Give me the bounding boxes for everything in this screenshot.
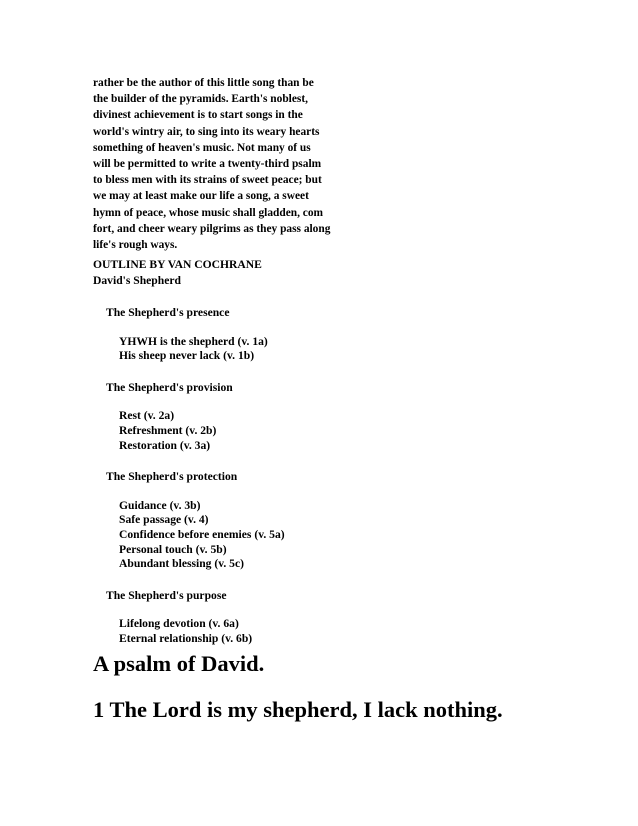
- section-items: [93, 617, 413, 646]
- commentary-paragraph: [93, 75, 393, 253]
- sermon-outline: [93, 257, 413, 647]
- outline-item: Personal touch (v. 5b): [119, 542, 227, 556]
- outline-item: Confidence before enemies (v. 5a): [119, 527, 285, 541]
- paragraph-line: divinest achievement is to start songs in the: [93, 109, 303, 122]
- outline-item: Rest (v. 2a): [119, 409, 175, 423]
- outline-heading: OUTLINE BY VAN COCHRANE: [93, 258, 262, 271]
- section-title: The Shepherd's provision: [106, 381, 233, 395]
- paragraph-line: rather be the author of this little song than be: [93, 77, 314, 89]
- section-title: The Shepherd's purpose: [106, 589, 227, 603]
- paragraph-line: we may at least make our life a song, a sweet: [93, 190, 309, 203]
- outline-item: His sheep never lack (v. 1b): [119, 349, 255, 363]
- psalm-heading: A psalm of David.: [93, 651, 265, 676]
- outline-item: Eternal relationship (v. 6b): [119, 631, 253, 645]
- paragraph-line: to bless men with its strains of sweet peace; but: [93, 174, 322, 187]
- outline-item: Abundant blessing (v. 5c): [119, 557, 244, 571]
- paragraph-line: the builder of the pyramids. Earth's noblest,: [93, 93, 308, 106]
- outline-section-purpose: [93, 588, 413, 647]
- section-items: [93, 499, 413, 573]
- outline-item: Safe passage (v. 4): [119, 513, 209, 527]
- paragraph-line: hymn of peace, whose music shall gladden, com: [93, 206, 324, 219]
- paragraph-line: something of heaven's music. Not many of us: [93, 141, 311, 154]
- outline-section-protection: [93, 469, 413, 572]
- paragraph-line: will be permitted to write a twenty-third psalm: [93, 158, 322, 171]
- paragraph-line: world's wintry air, to sing into its weary hearts: [93, 125, 320, 138]
- section-items: [93, 335, 413, 364]
- outline-item: Restoration (v. 3a): [119, 438, 211, 452]
- section-title: The Shepherd's protection: [106, 470, 238, 484]
- outline-item: Refreshment (v. 2b): [119, 423, 217, 437]
- outline-subtitle: David's Shepherd: [93, 274, 181, 288]
- outline-item: Lifelong devotion (v. 6a): [119, 617, 239, 631]
- paragraph-line: fort, and cheer weary pilgrims as they pass along: [93, 222, 331, 235]
- outline-item: Guidance (v. 3b): [119, 498, 201, 512]
- outline-section-presence: [93, 305, 413, 364]
- outline-item: YHWH is the shepherd (v. 1a): [119, 334, 268, 348]
- section-title: The Shepherd's presence: [106, 306, 230, 320]
- verse-one: 1 The Lord is my shepherd, I lack nothing.: [93, 697, 503, 722]
- paragraph-line: life's rough ways.: [93, 239, 178, 252]
- section-items: [93, 409, 413, 453]
- outline-section-provision: [93, 380, 413, 453]
